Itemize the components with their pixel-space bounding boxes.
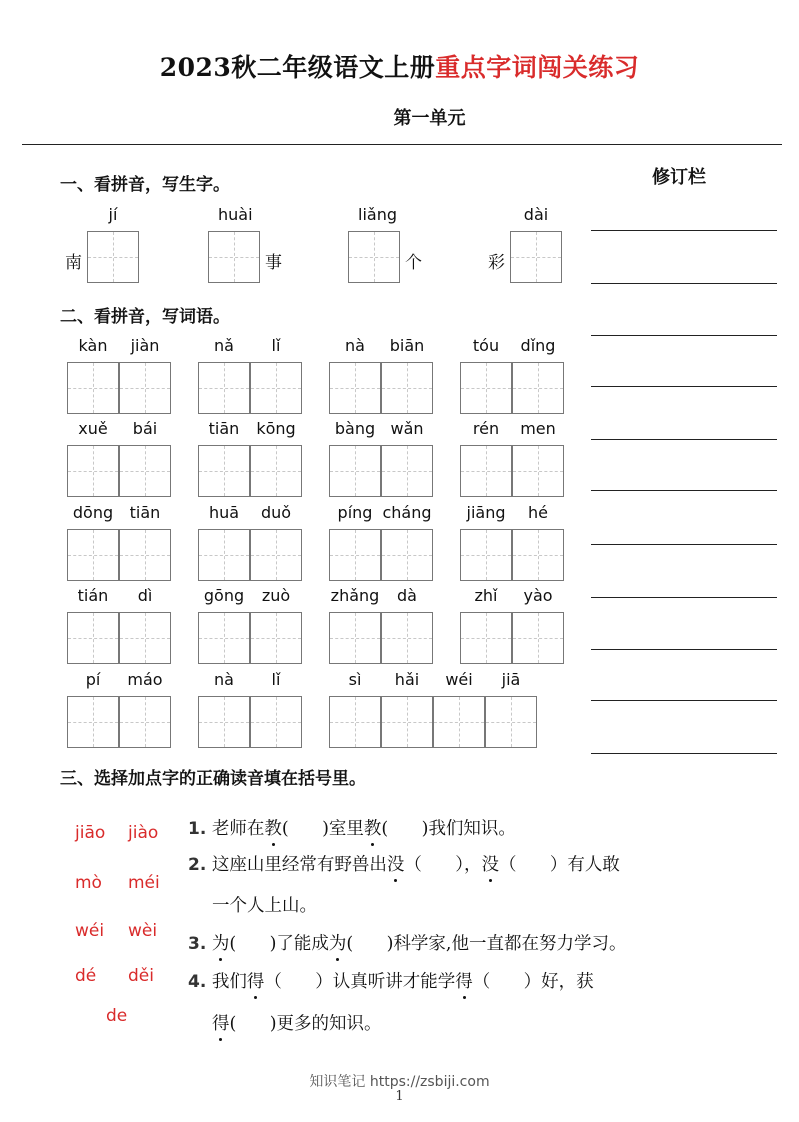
dotted-char: 教 (264, 815, 282, 840)
writing-box[interactable] (250, 362, 302, 414)
writing-box[interactable] (485, 696, 537, 748)
writing-box[interactable] (329, 445, 381, 497)
pinyin-label: men (520, 419, 556, 438)
question-number: 4. (188, 972, 207, 992)
writing-box[interactable] (198, 445, 250, 497)
writing-box[interactable] (329, 362, 381, 414)
writing-box[interactable] (67, 362, 119, 414)
writing-box[interactable] (67, 612, 119, 664)
writing-box[interactable] (198, 362, 250, 414)
question-text: 这座山里经常有野兽出 (211, 855, 387, 875)
revision-line (591, 544, 777, 545)
pinyin-label: huài (218, 205, 253, 224)
dotted-char: 没 (387, 851, 405, 876)
question-text: ( )我们知识。 (381, 819, 516, 839)
writing-box[interactable] (87, 231, 139, 283)
writing-box[interactable] (460, 445, 512, 497)
dotted-char: 为 (212, 930, 230, 955)
reading-option: jiào (128, 823, 159, 843)
writing-box[interactable] (198, 696, 250, 748)
pinyin-label: sì (348, 670, 362, 689)
question-text: （ ）认真听讲才能学 (264, 972, 456, 992)
pinyin-label: nǎ (214, 336, 234, 355)
section3-heading: 三、选择加点字的正确读音填在括号里。 (60, 769, 366, 789)
writing-box[interactable] (512, 612, 564, 664)
question-number: 1. (188, 819, 207, 839)
pinyin-label: dài (523, 205, 549, 224)
pinyin-label: huā (208, 503, 240, 522)
writing-box[interactable] (433, 696, 485, 748)
dotted-char: 没 (482, 851, 500, 876)
pinyin-label: biān (389, 336, 425, 355)
pinyin-label: liǎng (358, 205, 397, 224)
dotted-char: 得 (212, 1010, 230, 1035)
pinyin-label: jiā (501, 670, 521, 689)
writing-box[interactable] (460, 529, 512, 581)
pinyin-label: nà (345, 336, 365, 355)
writing-box[interactable] (460, 362, 512, 414)
reading-option: wèi (128, 921, 158, 941)
question-line (188, 968, 594, 993)
question-text: ( )科学家,他一直都在努力学习。 (346, 934, 627, 954)
writing-box[interactable] (119, 529, 171, 581)
pinyin-label: dōng (72, 503, 114, 522)
revision-line (591, 649, 777, 650)
writing-box[interactable] (198, 612, 250, 664)
dotted-char: 为 (329, 930, 347, 955)
pinyin-label: rén (472, 419, 500, 438)
writing-box[interactable] (348, 231, 400, 283)
writing-box[interactable] (329, 529, 381, 581)
writing-box[interactable] (510, 231, 562, 283)
writing-box[interactable] (381, 612, 433, 664)
pinyin-label: jiàn (130, 336, 160, 355)
reading-option: de (106, 1006, 128, 1026)
question-number: 2. (188, 855, 207, 875)
writing-box[interactable] (119, 362, 171, 414)
question-line (212, 892, 317, 917)
section1-heading: 一、看拼音，写生字。 (60, 175, 230, 195)
writing-box[interactable] (250, 696, 302, 748)
writing-box[interactable] (119, 612, 171, 664)
context-char: 事 (265, 253, 282, 273)
writing-box[interactable] (119, 696, 171, 748)
reading-option: dé (75, 966, 97, 986)
pinyin-label: wǎn (390, 419, 424, 438)
writing-box[interactable] (67, 529, 119, 581)
writing-box[interactable] (512, 445, 564, 497)
footer-watermark: 知识笔记 https://zsbiji.com (309, 1074, 490, 1090)
page-title: 2023秋二年级语文上册重点字词闯关练习 (159, 53, 640, 82)
question-line (188, 815, 516, 840)
question-text: （ ）有人敢 (499, 855, 620, 875)
context-char: 南 (65, 253, 82, 273)
pinyin-label: tiān (129, 503, 161, 522)
question-text: （ ）好，获 (472, 972, 594, 992)
revision-line (591, 230, 777, 231)
context-char: 个 (405, 253, 422, 273)
pinyin-label: jiāng (466, 503, 506, 522)
writing-box[interactable] (329, 612, 381, 664)
pinyin-label: máo (127, 670, 163, 689)
question-line (188, 930, 627, 955)
question-number: 3. (188, 934, 207, 954)
writing-box[interactable] (381, 529, 433, 581)
question-text: 一个人上山。 (212, 896, 317, 916)
revision-line (591, 700, 777, 701)
question-text: ( )室里 (281, 819, 364, 839)
pinyin-label: jí (108, 205, 118, 224)
writing-box[interactable] (67, 445, 119, 497)
pinyin-label: pí (85, 670, 101, 689)
pinyin-label: zhǐ (474, 586, 498, 605)
question-text: ( )更多的知识。 (229, 1014, 382, 1034)
writing-box[interactable] (198, 529, 250, 581)
pinyin-label: dà (397, 586, 417, 605)
revision-line (591, 439, 777, 440)
header-divider (22, 144, 782, 145)
pinyin-label: duǒ (260, 503, 292, 522)
question-line (212, 1010, 382, 1035)
writing-box[interactable] (119, 445, 171, 497)
dotted-char: 得 (247, 968, 265, 993)
context-char: 彩 (488, 253, 505, 273)
question-text: 我们 (211, 972, 247, 992)
pinyin-label: hǎi (394, 670, 420, 689)
writing-box[interactable] (250, 612, 302, 664)
writing-box[interactable] (208, 231, 260, 283)
question-line (188, 851, 620, 876)
pinyin-label: píng (337, 503, 373, 522)
pinyin-label: bàng (334, 419, 376, 438)
pinyin-label: hé (528, 503, 548, 522)
writing-box[interactable] (381, 362, 433, 414)
pinyin-label: yào (523, 586, 553, 605)
writing-box[interactable] (250, 445, 302, 497)
pinyin-label: dì (137, 586, 153, 605)
pinyin-label: tián (77, 586, 109, 605)
revision-line (591, 386, 777, 387)
revision-line (591, 753, 777, 754)
writing-box[interactable] (381, 696, 433, 748)
revision-line (591, 335, 777, 336)
revision-line (591, 283, 777, 284)
pinyin-label: xuě (78, 419, 108, 438)
question-text: （ ）， (404, 855, 482, 875)
question-text: ( )了能成 (229, 934, 329, 954)
pinyin-label: dǐng (520, 336, 556, 355)
pinyin-label: cháng (382, 503, 432, 522)
reading-option: děi (128, 966, 154, 986)
revision-line (591, 597, 777, 598)
reading-option: mò (75, 873, 102, 893)
pinyin-label: tiān (208, 419, 240, 438)
writing-box[interactable] (512, 362, 564, 414)
pinyin-label: wéi (445, 670, 473, 689)
reading-option: méi (128, 873, 160, 893)
pinyin-label: bái (132, 419, 158, 438)
revision-column-title: 修订栏 (652, 167, 706, 188)
reading-option: jiāo (75, 823, 106, 843)
pinyin-label: zuò (261, 586, 291, 605)
pinyin-label: kàn (78, 336, 108, 355)
pinyin-label: lǐ (271, 336, 281, 355)
writing-box[interactable] (67, 696, 119, 748)
pinyin-label: tóu (472, 336, 500, 355)
pinyin-label: zhǎng (330, 586, 380, 605)
dotted-char: 教 (364, 815, 382, 840)
pinyin-label: lǐ (271, 670, 281, 689)
section2-heading: 二、看拼音，写词语。 (60, 307, 230, 327)
reading-option: wéi (75, 921, 105, 941)
pinyin-label: kōng (256, 419, 296, 438)
revision-line (591, 490, 777, 491)
unit-subtitle: 第一单元 (393, 108, 466, 129)
writing-box[interactable] (460, 612, 512, 664)
pinyin-label: nà (214, 670, 234, 689)
writing-box[interactable] (381, 445, 433, 497)
writing-box[interactable] (329, 696, 381, 748)
question-text: 老师在 (211, 819, 265, 839)
dotted-char: 得 (455, 968, 473, 993)
writing-box[interactable] (512, 529, 564, 581)
pinyin-label: gōng (203, 586, 245, 605)
page-number: 1 (395, 1089, 404, 1104)
writing-box[interactable] (250, 529, 302, 581)
